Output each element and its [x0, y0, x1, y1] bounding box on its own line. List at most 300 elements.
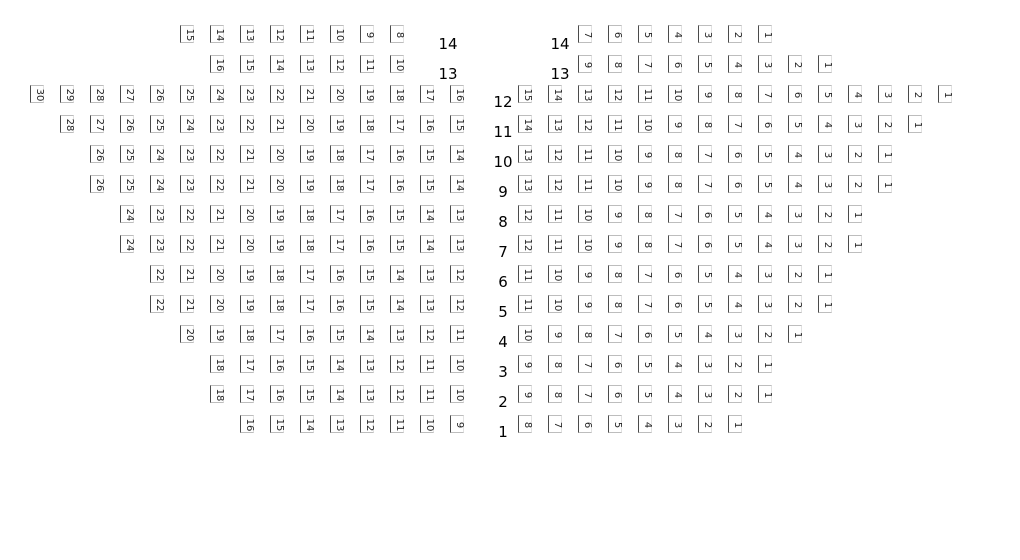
seat-right[interactable]	[608, 235, 622, 253]
seat-left[interactable]	[450, 355, 464, 373]
seat-right[interactable]	[818, 205, 832, 223]
seat-right[interactable]	[608, 115, 622, 133]
seat-left[interactable]	[150, 145, 164, 163]
seat-right[interactable]	[608, 205, 622, 223]
seat-left[interactable]	[360, 385, 374, 403]
seat-left[interactable]	[450, 235, 464, 253]
seat-right[interactable]	[908, 115, 922, 133]
seat-right[interactable]	[698, 205, 712, 223]
seat-left[interactable]	[420, 205, 434, 223]
seat-left[interactable]	[60, 85, 74, 103]
seat-left[interactable]	[360, 85, 374, 103]
seat-right[interactable]	[818, 265, 832, 283]
seat-left[interactable]	[330, 235, 344, 253]
seat-right[interactable]	[758, 235, 772, 253]
seat-right[interactable]	[608, 175, 622, 193]
seat-right[interactable]	[818, 85, 832, 103]
seat-right[interactable]	[758, 145, 772, 163]
seat-left[interactable]	[90, 115, 104, 133]
seat-left[interactable]	[420, 355, 434, 373]
seat-number: 5	[762, 181, 773, 189]
seat-right[interactable]	[698, 55, 712, 73]
seat-left[interactable]	[450, 85, 464, 103]
seat-left[interactable]	[360, 325, 374, 343]
seat-left[interactable]	[300, 355, 314, 373]
seat-left[interactable]	[240, 385, 254, 403]
seat-left[interactable]	[360, 115, 374, 133]
seat-right[interactable]	[848, 235, 862, 253]
seat-right[interactable]	[548, 325, 562, 343]
seat-right[interactable]	[728, 205, 742, 223]
seat-left[interactable]	[270, 55, 284, 73]
seat-right[interactable]	[578, 295, 592, 313]
seat-right[interactable]	[848, 85, 862, 103]
seat-left[interactable]	[210, 85, 224, 103]
seat-right[interactable]	[638, 355, 652, 373]
seat-left[interactable]	[390, 115, 404, 133]
seat-left[interactable]	[300, 175, 314, 193]
seat-right[interactable]	[608, 385, 622, 403]
seat-right[interactable]	[728, 85, 742, 103]
seat-right[interactable]	[878, 115, 892, 133]
seat-left[interactable]	[360, 355, 374, 373]
seat-right[interactable]	[878, 175, 892, 193]
seat-right[interactable]	[758, 385, 772, 403]
seat-right[interactable]	[818, 145, 832, 163]
seat-right[interactable]	[668, 265, 682, 283]
seat-right[interactable]	[818, 175, 832, 193]
seat-number: 13	[552, 118, 563, 132]
seat-left[interactable]	[450, 265, 464, 283]
seat-right[interactable]	[698, 25, 712, 43]
seat-right[interactable]	[848, 175, 862, 193]
seat-right[interactable]	[578, 175, 592, 193]
seat-left[interactable]	[210, 385, 224, 403]
seat-left[interactable]	[420, 385, 434, 403]
seat-left[interactable]	[240, 55, 254, 73]
seat-right[interactable]	[638, 205, 652, 223]
seat-right[interactable]	[758, 115, 772, 133]
seat-right[interactable]	[668, 355, 682, 373]
seat-right[interactable]	[698, 85, 712, 103]
seat-right[interactable]	[578, 265, 592, 283]
seat-right[interactable]	[848, 145, 862, 163]
seat-left[interactable]	[240, 175, 254, 193]
seat-right[interactable]	[548, 145, 562, 163]
seat-left[interactable]	[330, 205, 344, 223]
seat-left[interactable]	[390, 235, 404, 253]
seat-right[interactable]	[668, 415, 682, 433]
seat-left[interactable]	[330, 295, 344, 313]
seat-right[interactable]	[608, 55, 622, 73]
seat-right[interactable]	[698, 415, 712, 433]
seat-left[interactable]	[240, 295, 254, 313]
seat-left[interactable]	[210, 295, 224, 313]
seat-left[interactable]	[210, 235, 224, 253]
seat-left[interactable]	[210, 175, 224, 193]
seat-left[interactable]	[330, 385, 344, 403]
seat-right[interactable]	[578, 25, 592, 43]
seat-left[interactable]	[270, 385, 284, 403]
seat-left[interactable]	[300, 325, 314, 343]
seat-right[interactable]	[878, 85, 892, 103]
seat-left[interactable]	[450, 325, 464, 343]
seat-right[interactable]	[878, 145, 892, 163]
seat-left[interactable]	[210, 325, 224, 343]
seat-right[interactable]	[608, 295, 622, 313]
seat-left[interactable]	[180, 265, 194, 283]
seat-right[interactable]	[908, 85, 922, 103]
seat-right[interactable]	[728, 175, 742, 193]
seat-left[interactable]	[360, 55, 374, 73]
seat-right[interactable]	[578, 415, 592, 433]
seat-right[interactable]	[788, 115, 802, 133]
seat-left[interactable]	[300, 385, 314, 403]
seat-left[interactable]	[420, 115, 434, 133]
seat-right[interactable]	[668, 115, 682, 133]
seat-right[interactable]	[728, 385, 742, 403]
seat-right[interactable]	[788, 55, 802, 73]
seat-left[interactable]	[120, 85, 134, 103]
seat-left[interactable]	[300, 25, 314, 43]
seat-left[interactable]	[420, 85, 434, 103]
seat-right[interactable]	[758, 205, 772, 223]
seat-left[interactable]	[180, 325, 194, 343]
seat-left[interactable]	[450, 295, 464, 313]
seat-left[interactable]	[420, 175, 434, 193]
seat-right[interactable]	[758, 325, 772, 343]
seat-right[interactable]	[548, 115, 562, 133]
seat-right[interactable]	[638, 415, 652, 433]
seat-left[interactable]	[180, 85, 194, 103]
seat-right[interactable]	[578, 115, 592, 133]
seat-number: 28	[94, 88, 105, 102]
seat-right[interactable]	[668, 85, 682, 103]
seat-left[interactable]	[330, 85, 344, 103]
seat-left[interactable]	[270, 115, 284, 133]
seat-right[interactable]	[668, 25, 682, 43]
seat-right[interactable]	[698, 145, 712, 163]
seat-left[interactable]	[270, 175, 284, 193]
seat-left[interactable]	[120, 115, 134, 133]
seat-left[interactable]	[300, 265, 314, 283]
seat-left[interactable]	[330, 175, 344, 193]
seat-left[interactable]	[270, 415, 284, 433]
seat-left[interactable]	[390, 325, 404, 343]
seat-number: 17	[334, 238, 345, 252]
seat-right[interactable]	[608, 145, 622, 163]
seat-left[interactable]	[420, 325, 434, 343]
seat-left[interactable]	[450, 115, 464, 133]
seat-left[interactable]	[240, 415, 254, 433]
seat-right[interactable]	[578, 55, 592, 73]
seat-right[interactable]	[728, 415, 742, 433]
seat-right[interactable]	[728, 55, 742, 73]
seat-left[interactable]	[390, 295, 404, 313]
seat-left[interactable]	[390, 145, 404, 163]
seat-left[interactable]	[300, 205, 314, 223]
seat-left[interactable]	[210, 55, 224, 73]
seat-right[interactable]	[668, 295, 682, 313]
seat-left[interactable]	[150, 235, 164, 253]
seat-right[interactable]	[788, 145, 802, 163]
seat-left[interactable]	[330, 415, 344, 433]
seat-right[interactable]	[698, 325, 712, 343]
seat-left[interactable]	[420, 235, 434, 253]
seat-left[interactable]	[270, 25, 284, 43]
seat-right[interactable]	[728, 235, 742, 253]
seat-left[interactable]	[360, 145, 374, 163]
seat-right[interactable]	[608, 265, 622, 283]
seat-left[interactable]	[90, 85, 104, 103]
seat-left[interactable]	[330, 55, 344, 73]
seat-left[interactable]	[360, 265, 374, 283]
seat-right[interactable]	[638, 85, 652, 103]
seat-left[interactable]	[390, 415, 404, 433]
seat-left[interactable]	[270, 355, 284, 373]
seat-right[interactable]	[698, 355, 712, 373]
seat-right[interactable]	[578, 325, 592, 343]
seat-left[interactable]	[450, 205, 464, 223]
seat-left[interactable]	[210, 115, 224, 133]
seat-right[interactable]	[728, 145, 742, 163]
seat-number: 4	[732, 61, 743, 69]
seat-left[interactable]	[360, 295, 374, 313]
seat-number: 2	[762, 331, 773, 339]
seat-left[interactable]	[390, 175, 404, 193]
seat-right[interactable]	[818, 55, 832, 73]
seat-left[interactable]	[240, 355, 254, 373]
seat-right[interactable]	[668, 145, 682, 163]
seat-right[interactable]	[608, 85, 622, 103]
seat-right[interactable]	[638, 175, 652, 193]
seat-left[interactable]	[180, 175, 194, 193]
seat-left[interactable]	[150, 85, 164, 103]
seat-left[interactable]	[180, 295, 194, 313]
seat-right[interactable]	[728, 25, 742, 43]
seat-right[interactable]	[578, 235, 592, 253]
seat-right[interactable]	[818, 295, 832, 313]
seat-right[interactable]	[818, 235, 832, 253]
seat-right[interactable]	[578, 205, 592, 223]
seat-left[interactable]	[270, 265, 284, 283]
seat-right[interactable]	[788, 205, 802, 223]
seat-left[interactable]	[150, 295, 164, 313]
seat-left[interactable]	[210, 355, 224, 373]
seat-left[interactable]	[180, 235, 194, 253]
seat-right[interactable]	[728, 325, 742, 343]
seat-left[interactable]	[270, 235, 284, 253]
seat-left[interactable]	[180, 115, 194, 133]
seat-left[interactable]	[240, 235, 254, 253]
seat-left[interactable]	[450, 145, 464, 163]
seat-left[interactable]	[210, 25, 224, 43]
seat-left[interactable]	[120, 175, 134, 193]
seat-left[interactable]	[150, 115, 164, 133]
seat-left[interactable]	[390, 55, 404, 73]
seat-left[interactable]	[390, 385, 404, 403]
seat-left[interactable]	[300, 145, 314, 163]
seat-right[interactable]	[578, 145, 592, 163]
seat-left[interactable]	[300, 55, 314, 73]
seat-right[interactable]	[578, 385, 592, 403]
seat-left[interactable]	[180, 205, 194, 223]
seat-right[interactable]	[728, 295, 742, 313]
seat-left[interactable]	[450, 415, 464, 433]
seat-right[interactable]	[758, 265, 772, 283]
seat-right[interactable]	[548, 295, 562, 313]
seat-right[interactable]	[578, 85, 592, 103]
seat-left[interactable]	[300, 295, 314, 313]
seat-left[interactable]	[240, 85, 254, 103]
seat-left[interactable]	[450, 175, 464, 193]
seat-right[interactable]	[788, 265, 802, 283]
seat-right[interactable]	[758, 355, 772, 373]
seat-right[interactable]	[758, 55, 772, 73]
seat-left[interactable]	[300, 115, 314, 133]
seat-right[interactable]	[728, 265, 742, 283]
seat-left[interactable]	[360, 415, 374, 433]
seat-right[interactable]	[638, 295, 652, 313]
seat-right[interactable]	[668, 325, 682, 343]
seat-left[interactable]	[300, 235, 314, 253]
seat-right[interactable]	[638, 235, 652, 253]
seat-right[interactable]	[638, 385, 652, 403]
seat-right[interactable]	[608, 325, 622, 343]
seat-left[interactable]	[390, 205, 404, 223]
seat-left[interactable]	[120, 235, 134, 253]
seat-left[interactable]	[120, 205, 134, 223]
seat-left[interactable]	[330, 355, 344, 373]
seat-left[interactable]	[270, 295, 284, 313]
seat-right[interactable]	[638, 55, 652, 73]
seat-right[interactable]	[608, 415, 622, 433]
seat-right[interactable]	[548, 385, 562, 403]
seat-right[interactable]	[548, 265, 562, 283]
seat-left[interactable]	[210, 205, 224, 223]
seat-right[interactable]	[848, 115, 862, 133]
seat-right[interactable]	[788, 175, 802, 193]
seat-left[interactable]	[360, 175, 374, 193]
seat-right[interactable]	[758, 295, 772, 313]
seat-left[interactable]	[240, 265, 254, 283]
seat-left[interactable]	[150, 175, 164, 193]
seat-left[interactable]	[330, 265, 344, 283]
seat-left[interactable]	[270, 145, 284, 163]
seat-right[interactable]	[698, 385, 712, 403]
seat-right[interactable]	[548, 205, 562, 223]
seat-left[interactable]	[90, 175, 104, 193]
seat-right[interactable]	[608, 355, 622, 373]
seat-right[interactable]	[638, 145, 652, 163]
seat-right[interactable]	[668, 175, 682, 193]
seat-left[interactable]	[240, 145, 254, 163]
seat-left[interactable]	[30, 85, 44, 103]
seat-right[interactable]	[638, 25, 652, 43]
seat-left[interactable]	[90, 145, 104, 163]
seat-right[interactable]	[848, 205, 862, 223]
seat-right[interactable]	[548, 415, 562, 433]
seat-right[interactable]	[698, 115, 712, 133]
seat-right[interactable]	[938, 85, 952, 103]
seat-right[interactable]	[698, 265, 712, 283]
seat-left[interactable]	[360, 205, 374, 223]
seat-left[interactable]	[390, 25, 404, 43]
seat-right[interactable]	[608, 25, 622, 43]
seat-right[interactable]	[548, 355, 562, 373]
seat-right[interactable]	[788, 235, 802, 253]
seat-right[interactable]	[548, 85, 562, 103]
seat-left[interactable]	[330, 115, 344, 133]
seat-right[interactable]	[818, 115, 832, 133]
seat-left[interactable]	[270, 205, 284, 223]
seat-left[interactable]	[360, 235, 374, 253]
seat-left[interactable]	[330, 25, 344, 43]
seat-left[interactable]	[330, 145, 344, 163]
seat-left[interactable]	[330, 325, 344, 343]
seat-left[interactable]	[120, 145, 134, 163]
seat-left[interactable]	[240, 25, 254, 43]
seat-right[interactable]	[698, 175, 712, 193]
seat-right[interactable]	[788, 295, 802, 313]
seat-left[interactable]	[420, 415, 434, 433]
seat-right[interactable]	[668, 55, 682, 73]
seat-right[interactable]	[788, 85, 802, 103]
seat-left[interactable]	[240, 115, 254, 133]
seat-left[interactable]	[150, 265, 164, 283]
seat-left[interactable]	[420, 145, 434, 163]
row-label: 13	[550, 65, 570, 83]
seat-right[interactable]	[638, 325, 652, 343]
seat-left[interactable]	[300, 415, 314, 433]
seat-right[interactable]	[698, 295, 712, 313]
seat-left[interactable]	[180, 25, 194, 43]
seat-left[interactable]	[150, 205, 164, 223]
seat-right[interactable]	[578, 355, 592, 373]
seat-right[interactable]	[548, 235, 562, 253]
seat-right[interactable]	[728, 355, 742, 373]
seat-right[interactable]	[788, 325, 802, 343]
seat-right[interactable]	[758, 175, 772, 193]
seat-right[interactable]	[758, 85, 772, 103]
seat-left[interactable]	[240, 325, 254, 343]
seat-left[interactable]	[360, 25, 374, 43]
seat-left[interactable]	[270, 325, 284, 343]
seat-left[interactable]	[300, 85, 314, 103]
seat-left[interactable]	[60, 115, 74, 133]
seat-right[interactable]	[638, 265, 652, 283]
seat-left[interactable]	[270, 85, 284, 103]
seat-left[interactable]	[180, 145, 194, 163]
seat-left[interactable]	[210, 265, 224, 283]
seat-left[interactable]	[390, 265, 404, 283]
seat-left[interactable]	[210, 145, 224, 163]
seat-left[interactable]	[420, 295, 434, 313]
seat-right[interactable]	[668, 385, 682, 403]
seat-left[interactable]	[240, 205, 254, 223]
seat-left[interactable]	[390, 85, 404, 103]
seat-right[interactable]	[728, 115, 742, 133]
seat-left[interactable]	[390, 355, 404, 373]
seat-right[interactable]	[548, 175, 562, 193]
seat-right[interactable]	[758, 25, 772, 43]
seat-right[interactable]	[698, 235, 712, 253]
seat-right[interactable]	[638, 115, 652, 133]
seat-right[interactable]	[668, 235, 682, 253]
seat-right[interactable]	[668, 205, 682, 223]
seat-left[interactable]	[420, 265, 434, 283]
seat-left[interactable]	[450, 385, 464, 403]
